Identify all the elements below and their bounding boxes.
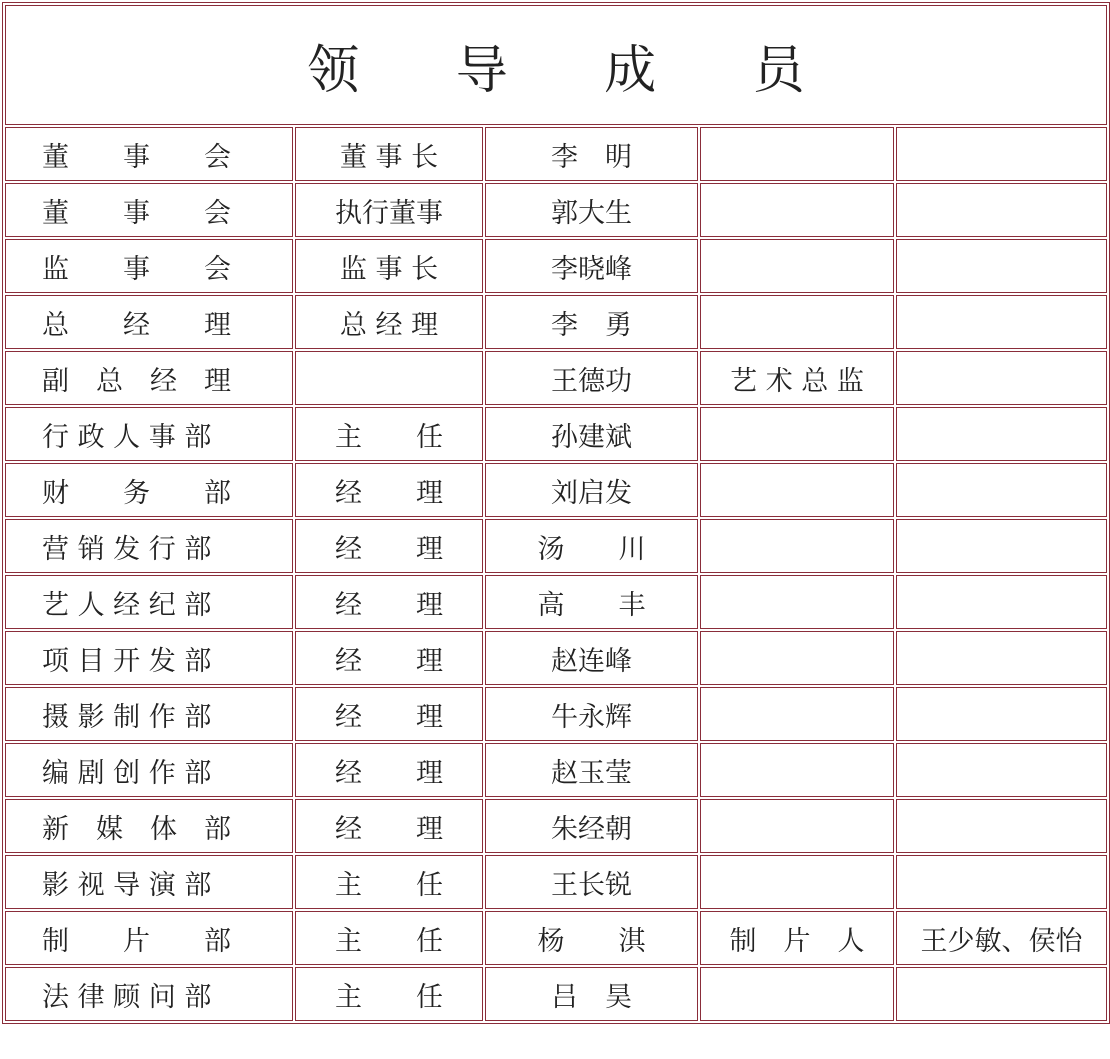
secondary-role-cell: [700, 743, 894, 797]
table-row: [5, 911, 1107, 965]
secondary-role-cell: [700, 687, 894, 741]
secondary-role-cell: [700, 967, 894, 1021]
position-cell: 董 事 长: [295, 127, 483, 181]
person-name-cell: 朱经朝: [485, 799, 698, 853]
extra-names-cell: [896, 855, 1107, 909]
extra-names-cell: [896, 631, 1107, 685]
position-cell: 经 理: [295, 799, 483, 853]
position-cell: 经 理: [295, 743, 483, 797]
secondary-role-cell: [700, 239, 894, 293]
person-name-cell: 李 勇: [485, 295, 698, 349]
table-row: [5, 295, 1107, 349]
table-row: [5, 407, 1107, 461]
department-cell: 编 剧 创 作 部: [5, 743, 293, 797]
position-cell: 监 事 长: [295, 239, 483, 293]
person-name-cell: 赵连峰: [485, 631, 698, 685]
secondary-role-cell: [700, 575, 894, 629]
position-cell: 主 任: [295, 855, 483, 909]
extra-names-cell: [896, 127, 1107, 181]
position-cell: 主 任: [295, 911, 483, 965]
extra-names-cell: [896, 463, 1107, 517]
person-name-cell: 李 明: [485, 127, 698, 181]
table-row: [5, 575, 1107, 629]
secondary-role-cell: [700, 631, 894, 685]
table-row: [5, 127, 1107, 181]
extra-names-cell: [896, 239, 1107, 293]
position-cell: 主 任: [295, 967, 483, 1021]
person-name-cell: 李晓峰: [485, 239, 698, 293]
person-name-cell: 王长锐: [485, 855, 698, 909]
extra-names-cell: [896, 575, 1107, 629]
title-row: [5, 5, 1107, 125]
table-row: [5, 799, 1107, 853]
secondary-role-cell: [700, 519, 894, 573]
position-cell: [295, 351, 483, 405]
person-name-cell: 高 丰: [485, 575, 698, 629]
table-row: [5, 183, 1107, 237]
secondary-role-cell: 艺 术 总 监: [700, 351, 894, 405]
person-name-cell: 汤 川: [485, 519, 698, 573]
secondary-role-cell: [700, 127, 894, 181]
table-row: [5, 967, 1107, 1021]
position-cell: 执行董事: [295, 183, 483, 237]
department-cell: 董 事 会: [5, 183, 293, 237]
secondary-role-cell: [700, 407, 894, 461]
person-name-cell: 王德功: [485, 351, 698, 405]
position-cell: 经 理: [295, 631, 483, 685]
position-cell: 经 理: [295, 575, 483, 629]
person-name-cell: 杨 淇: [485, 911, 698, 965]
page-title: 领 导 成 员: [5, 5, 1107, 125]
position-cell: 主 任: [295, 407, 483, 461]
leadership-table: [2, 2, 1110, 1024]
department-cell: 影 视 导 演 部: [5, 855, 293, 909]
person-name-cell: 孙建斌: [485, 407, 698, 461]
table-row: [5, 351, 1107, 405]
department-cell: 财 务 部: [5, 463, 293, 517]
extra-names-cell: [896, 743, 1107, 797]
extra-names-cell: [896, 407, 1107, 461]
extra-names-cell: [896, 295, 1107, 349]
person-name-cell: 赵玉莹: [485, 743, 698, 797]
position-cell: 经 理: [295, 519, 483, 573]
department-cell: 制 片 部: [5, 911, 293, 965]
table-row: [5, 519, 1107, 573]
extra-names-cell: [896, 799, 1107, 853]
department-cell: 摄 影 制 作 部: [5, 687, 293, 741]
department-cell: 总 经 理: [5, 295, 293, 349]
table-row: [5, 239, 1107, 293]
extra-names-cell: [896, 183, 1107, 237]
secondary-role-cell: [700, 463, 894, 517]
table-row: [5, 743, 1107, 797]
department-cell: 董 事 会: [5, 127, 293, 181]
person-name-cell: 刘启发: [485, 463, 698, 517]
secondary-role-cell: [700, 295, 894, 349]
table-row: [5, 463, 1107, 517]
department-cell: 营 销 发 行 部: [5, 519, 293, 573]
person-name-cell: 吕 昊: [485, 967, 698, 1021]
extra-names-cell: [896, 351, 1107, 405]
department-cell: 项 目 开 发 部: [5, 631, 293, 685]
secondary-role-cell: [700, 183, 894, 237]
extra-names-cell: [896, 519, 1107, 573]
extra-names-cell: [896, 687, 1107, 741]
department-cell: 艺 人 经 纪 部: [5, 575, 293, 629]
table-row: [5, 687, 1107, 741]
department-cell: 法 律 顾 问 部: [5, 967, 293, 1021]
secondary-role-cell: [700, 799, 894, 853]
extra-names-cell: [896, 967, 1107, 1021]
table-row: [5, 855, 1107, 909]
person-name-cell: 郭大生: [485, 183, 698, 237]
secondary-role-cell: [700, 855, 894, 909]
position-cell: 经 理: [295, 463, 483, 517]
position-cell: 总 经 理: [295, 295, 483, 349]
person-name-cell: 牛永辉: [485, 687, 698, 741]
table-row: [5, 631, 1107, 685]
department-cell: 新 媒 体 部: [5, 799, 293, 853]
extra-names-cell: 王少敏、侯怡: [896, 911, 1107, 965]
secondary-role-cell: 制 片 人: [700, 911, 894, 965]
department-cell: 行 政 人 事 部: [5, 407, 293, 461]
department-cell: 监 事 会: [5, 239, 293, 293]
department-cell: 副 总 经 理: [5, 351, 293, 405]
position-cell: 经 理: [295, 687, 483, 741]
